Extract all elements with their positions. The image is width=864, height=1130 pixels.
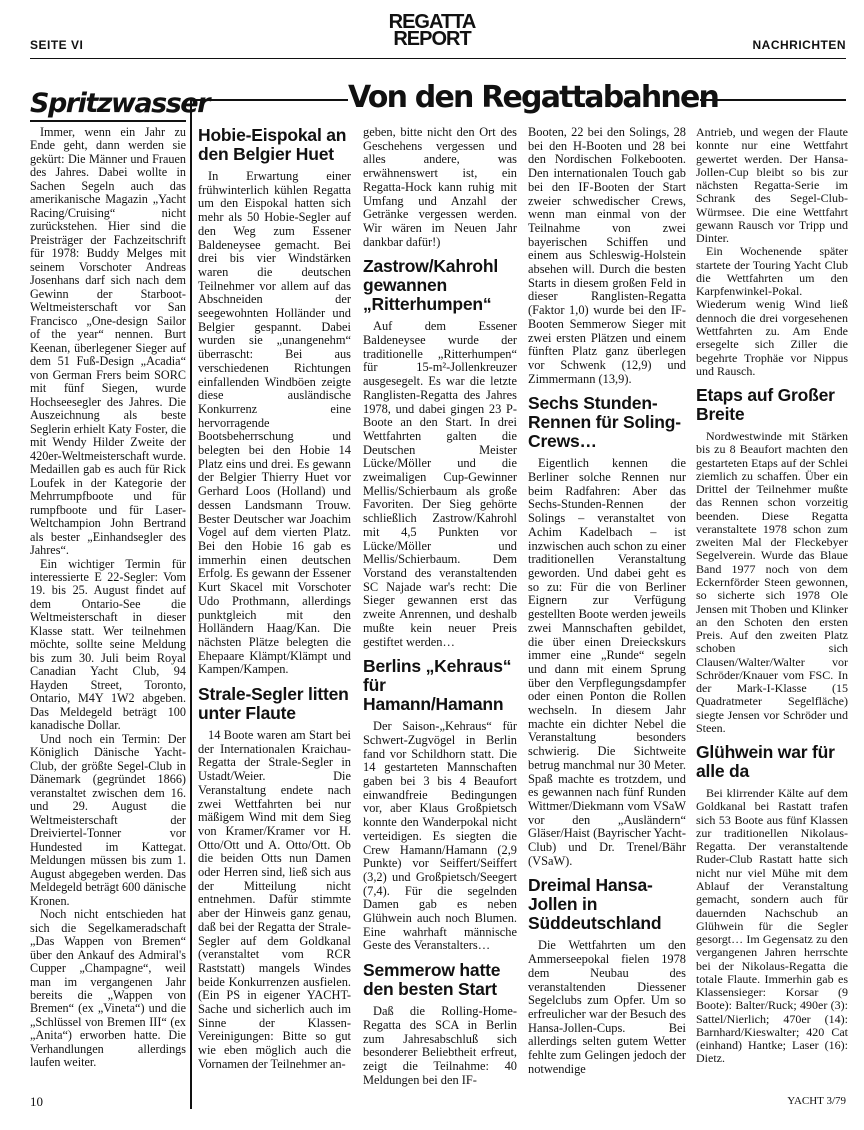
regatta-report-logo: REGATTA REPORT <box>388 11 476 50</box>
article-column-2 <box>198 126 351 1072</box>
body-paragraph: 14 Boote waren am Start bei der Internationalen Kraichau-Regatta der Strale-Segler in Ustadt/Weier. Die Veranstaltung endete nach zwei Wettfahrten bei nur mäßigem Wind mit dem Sieg von Kramer/Kramer vor H. Otto/Ott und A. Otto/Ott. Ob die beiden Otts nun Damen oder Herren sind, ließ sich aus der Mitteilung nicht entnehmen. Dafür stimmte aber der Hinweis ganz genau, daß bei der Regatta der Strale-Segler auf dem Goldkanal (veranstaltet vom RCR Raststatt) mangels Windes beide Konkurrenzen ausfielen. (Ein PS in eigener YACHT-Sache und sicherlich auch im Sinne der Klassen-Vereinigungen: Bitte so gut wie eben möglich auch die Vornamen der Teilnehmer an- <box>198 728 351 1071</box>
article-heading: Glühwein war für alle da <box>696 742 835 782</box>
issue-label: YACHT 3/79 <box>787 1095 846 1107</box>
body-paragraph: Antrieb, und wegen der Flaute konnte nur eine Wettfahrt gewertet werden. Der Hansa-Jollen-Cup bleibt so bis zur nächsten Regatta-Serie im Schrank des Segel-Club-Würmsee. Die eine Wettfahrt gewann Rausch vor Tripp und Dinter. <box>696 125 848 246</box>
article-heading: Berlins „Kehraus“ für Hamann/Hamann <box>363 656 512 715</box>
spritzwasser-column <box>30 126 186 1070</box>
article-heading: Semmerow hatte den besten Start <box>363 960 501 1000</box>
article-column-3 <box>363 126 517 1087</box>
article-heading: Etaps auf Großer Breite <box>696 385 835 425</box>
body-paragraph: Immer, wenn ein Jahr zu Ende geht, dann werden sie gekürt: Die Männer und Frauen des Jahres. Dabei wollte in Sachen Segeln auch das amerikanische Magazin „Yacht Racing/Cruising“ nicht zurückstehen. Hier sind die Preisträger der Fachzeitschrift für 1978: Buddy Melges mit seinem Vorschoter Andreas Josenhans darf sich nach dem Gewinn der Starboot-Weltmeisterschaft vor San Francisco „One-design Sailor of the year“ nennen. Burt Keenan, überlegener Sieger auf dem 51 Fuß-Design „Acadia“ von German Frers beim SORC mit fünf Siegen, wurde Hochseesegler des Jahres. Die Auszeichnung als beste Seglerin erhielt Katy Foster, die mit Wendy Hilder Zweite der 420er-Weltmeisterschaft wurde. Medaillen gab es auch für Rick Loufek in der Kategorie der Mehrrumpfboote und für rumpfboote und für Laser-Weltchampion John Bertrand als bester „Einhandsegler des Jahres“. <box>30 125 186 558</box>
body-paragraph: Und noch ein Termin: Der Königlich Dänische Yacht-Club, der größte Segel-Club in Dänemark (gegründet 1866) veranstaltet zwischen dem 16. und 29. August die Weltmeisterschaft der Dreiviertel-Tonner vor Hundested im Kattegat. Meldungen müssen bis zum 1. August abgegeben werden. Das Meldegeld beträgt 600 dänische Kronen. <box>30 731 187 908</box>
headline-rule-right <box>700 99 846 101</box>
article-heading: Dreimal Hansa-Jollen in Süddeutschland <box>528 875 662 934</box>
body-paragraph: Auf dem Essener Baldeneysee wurde der traditionelle „Ritterhumpen“ für 15-m²-Jollenkreuzer ausgesegelt. Es war die letzte Ranglisten-Regatta des Jahres 1978, und dabei gingen 23 P-Boote an den Start. In drei Wettfahrten galten die Deutschen Meister Lücke/Möller und die zweimaligen Cup-Gewinner Mellis/Schierbaum als große Favoriten. Der Sieg gehörte schließlich Zastrow/Kahrohl mit 4,5 Punkten vor Lücke/Möller und Mellis/Schierbaum. Dem Vorstand des veranstaltenden SC Najade war's recht: Die Sieger gewannen erst das zweite Anrennen, und deshalb mußte kein neuer Preis gestiftet werden… <box>363 319 517 649</box>
section-name: NACHRICHTEN <box>752 38 846 52</box>
article-column-4 <box>528 126 686 1076</box>
body-paragraph: geben, bitte nicht den Ort des Geschehens vergessen und alles andere, was erwähnenswert ist, ein Regatta-Hock kann ruhig mit Umfang und Anzahl der Getränke vergessen werden. Wir wären im Neuen Jahr dankbar dafür!) <box>363 125 517 249</box>
header-divider <box>30 58 846 59</box>
body-paragraph: Daß die Rolling-Home-Regatta des SCA in Berlin zum Jahresabschluß sich besonderer Beliebtheit erfreut, zeigt die Teilnahme: 40 Meldungen bei den IF- <box>363 1004 517 1087</box>
body-paragraph: Booten, 22 bei den Solings, 28 bei den H-Booten und 28 bei den Nordischen Folkebooten. Den internationalen Touch gab bei den IF-Booten der Start zweier schwedischer Crews, wenn man einmal von der Teilnahme von zwei bayerischen Schiffen und einem aus Schleswig-Holstein absehen will. Durch die besten Starts in diesem großen Feld in dieser Ranglisten-Regatta (Faktor 1,0) wurde bei den IF-Booten Semmerow Sieger mit zwei ersten Plätzen und einem fünften Platz ganz überlegen vor Schwenk (12,9) und Zimmermann (13,9). <box>528 125 686 386</box>
body-paragraph: Nordwestwinde mit Stärken bis zu 8 Beaufort machten den gestarteten Etaps auf der Schlei ziemlich zu schaffen. Über ein Drittel der Teilnehmer mußte das Rennen schon vorzeitig beenden. Diese Regatta veranstaltete 1978 schon zum zweiten Mal der Fleckebyer Segelverein. Wurde das Blaue Band 1977 noch von dem Eckernförder Steen gewonnen, so sicherte sich 1978 Ole Jensen mit Thoben und Klinker an den Schoten den ersten Preis. Auf den zweiten Platz schoben sich Clausen/Walter/Walter vor Schröder/Knauer vom FSC. In der Mark-I-Klasse (15 Quadratmeter Segelfläche) siegte Jensen vor Schröder und Steen. <box>696 429 848 735</box>
column-divider <box>190 99 192 1109</box>
body-paragraph: Ein wichtiger Termin für interessierte E 22-Segler: Vom 19. bis 25. August findet auf dem Ontario-See die Weltmeisterschaft in dieser Klasse statt. Wer teilnehmen möchte, sollte seine Meldung bis zum 30. Juli beim Royal Canadian Yacht Club, 94 Hayden Street, Toronto, Ontario, M4Y 1W2 abgeben. Das Meldegeld beträgt 100 kanadische Dollar. <box>30 556 186 733</box>
spritzwasser-underline <box>30 120 186 122</box>
article-heading: Hobie-Eispokal an den Belgier Huet <box>198 125 347 164</box>
body-paragraph: Der Saison-„Kehraus“ für Schwert-Zugvögel in Berlin fand vor Schildhorn statt. Die 14 gestarteten Mannschaften gaben bei 3 bis 4 Beaufort einwandfreie Bedingungen vor, aber Klaus Großpietsch konnte den Wanderpokal nicht verteidigen. Es siegten die Crew Hamann/Hamann (2,9 Punkte) vor Seiffert/Seiffert (3,2) und Großpietsch/Seegert (7,4). Für die segelnden Damen gab es neben Glühwein auch noch Blumen. Eine wahrhaft männische Geste des Veranstalters… <box>363 719 517 953</box>
body-paragraph: Noch nicht entschieden hat sich die Segelkameradschaft „Das Wappen von Bremen“ über den Ankauf des Admiral's Cupper „Champagne“, weil man im vergangenen Jahr bereits die „Wappen von Bremen“ (ex „Vineta“) und die „Schlüssel von Bremen III“ (ex „Anita“) erworben hatte. Die Verhandlungen allerdings laufen weiter. <box>30 907 186 1070</box>
article-heading: Zastrow/Kahrohl gewannen „Ritterhumpen“ <box>363 256 499 315</box>
article-heading: Strale-Segler litten unter Flaute <box>198 684 349 724</box>
article-heading: Sechs Stunden-Rennen für Soling-Crews… <box>528 393 681 452</box>
headline-rule-left <box>190 99 348 101</box>
page-section-label: SEITE VI <box>30 38 84 52</box>
article-column-5 <box>696 126 848 1066</box>
main-headline: Von den Regattabahnen <box>348 80 719 115</box>
body-paragraph: In Erwartung einer frühwinterlich kühlen Regatta um den Eispokal hatten sich mehr als 50 Hobie-Segler auf den Weg zum Essener Baldeneysee gemacht. Bei drei bis vier Windstärken waren die deutschen Teilnehmer vor allem auf das Abschneiden der seegewohnten Holländer und Belgier gespannt. Dabei wurden sie „unangenehm“ überrascht: Bei aus verschiedenen Richtungen einfallenden Windböen zeigte diese ausländische Konkurrenz eine hervorragende Bootsbeherrschung und belegten bei den Hobie 14 Platz eins und drei. Es gewann der Belgier Thierry Huet vor Gerhard Loos (Holland) und dessen Landsmann Trouw. Bester Deutscher war Joachim Vogel auf dem vierten Platz. Bei den Hobie 16 gab es immerhin einen deutschen Erfolg. Es gewann der Essener Kurt Skacel mit Vorschoter Udo Prothmann, allerdings punktgleich mit den Holländern Haag/Kan. Die nächsten Plätze belegten die Ehepaare Klämpt/Klämpt und Kampen/Kampen. <box>198 169 351 677</box>
spritzwasser-heading: Spritzwasser <box>30 88 209 119</box>
page-number: 10 <box>30 1094 43 1109</box>
body-paragraph: Eigentlich kennen die Berliner solche Rennen nur beim Radfahren: Aber das Sechs-Stunden-Rennen der Solings – veranstaltet von Achim Kadelbach – ist inzwischen auch schon zu einer traditionellen Veranstaltung geworden. Und dabei geht es so zu: Für die von Berliner Eignern zur Verfügung gestellten Boote werden jeweils zwei Mannschaften gebildet, die über einen Dreieckskurs immer eine „Runde“ segeln und dann mit einem Sprung über den Verpflegungsdampfer oder einen Ponton die Rollen wechseln. In diesem Jahr machte ein dichter Nebel die Veranstaltung besonders schwierig. Die Sichtweite betrug manchmal nur 30 Meter. Spaß machte es trotzdem, und es gewannen nach fünf Runden Wittmer/Diekmann vom VSaW vor den „Ausländern“ Gläser/Haist (Bayrischer Yacht-Club) und Dr. Trenel/Bähr (VSaW). <box>528 456 686 868</box>
body-paragraph: Bei klirrender Kälte auf dem Goldkanal bei Rastatt trafen sich 53 Boote aus fünf Klassen zur traditionellen Nikolaus-Regatta. Der veranstaltende Ruder-Club Rastatt hatte sich nicht nur viel Mühe mit dem Ablauf der Veranstaltung gemacht, sondern auch für dauernden Nachschub an Glühwein für die Segler gesorgt… Im Gegensatz zu den vergangenen Jahren herrschte bei der Nikolaus-Regatta die totale Flaute. Immerhin gab es Klassensieger: Korsar (9 Boote): Balter/Ruck; 490er (3): Sattel/Nierlich; 470er (14): Barnhard/Kieswalter; 420 Cat (einhand) Hantke; Laser (16): Dietz. <box>696 786 848 1066</box>
body-paragraph: Die Wettfahrten um den Ammerseepokal fielen 1978 dem Neubau des veranstaltenden Diessener Segelclubs zum Opfer. Um so erfreulicher war der Besuch des Hansa-Jollen-Cups. Bei allerdings selten gutem Wetter fehlte zum Gelingen jedoch der notwendige <box>528 938 686 1076</box>
body-paragraph: Ein Wochenende später startete der Touring Yacht Club die Wettfahrten um den Karpfenwinkel-Pokal. Wiederum wenig Wind ließ dennoch die drei vorgesehenen Wettfahrten zu. Am Ende ersegelte sich Ziller die begehrte Trophäe vor Nippus und Rausch. <box>696 244 848 378</box>
